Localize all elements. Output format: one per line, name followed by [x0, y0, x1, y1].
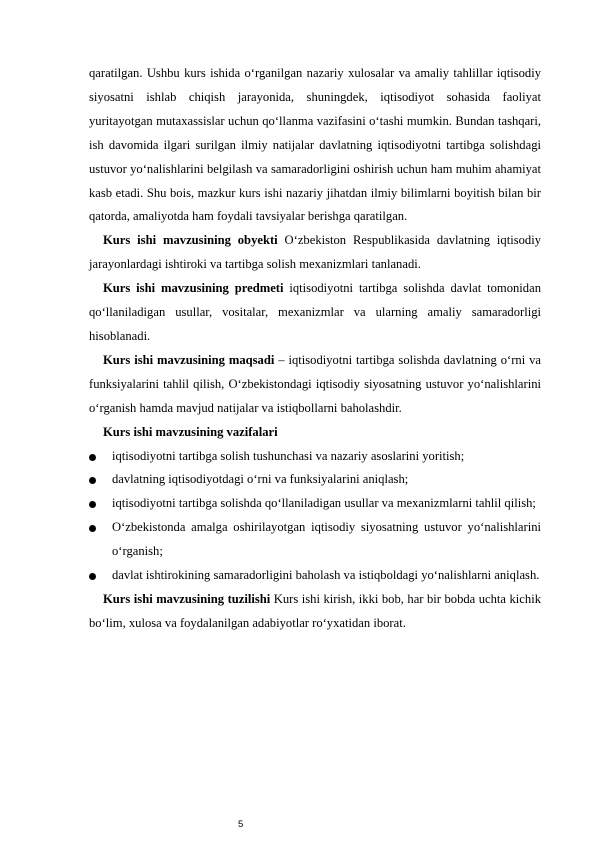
list-item	[89, 492, 541, 516]
structure-label: Kurs ishi mavzusining tuzilishi	[103, 591, 271, 606]
structure-paragraph	[89, 588, 541, 636]
subject-text: iqtisodiyotni tartibga solishda davlat tomonidan qo‘llaniladigan usullar, vositalar, mexanizmlar va ularning amaliy samaradorligi hisoblanadi.	[89, 281, 541, 343]
list-item	[89, 564, 541, 588]
structure-text: Kurs ishi kirish, ikki bob, har bir bobda uchta kichik bo‘lim, xulosa va foydalanilgan adabiyotlar ro‘yxatidan iborat.	[89, 591, 541, 630]
subject-paragraph	[89, 277, 541, 349]
tasks-heading: Kurs ishi mavzusining vazifalari	[103, 424, 278, 439]
goal-label: Kurs ishi mavzusining maqsadi	[103, 352, 275, 367]
bullet-icon	[89, 573, 96, 580]
list-item-text: davlat ishtirokining samaradorligini baholash va istiqboldagi yo‘nalishlarni aniqlash.	[112, 568, 540, 583]
intro-paragraph: qaratilgan. Ushbu kurs ishida o‘rganilgan nazariy xulosalar va amaliy tahlillar iqtisodiy siyosatni ishlab chiqish jarayonida, shuningdek, iqtisodiyot sohasida faoliyat yuritayotgan mutaxassislar uchun qo‘llanma vazifasini o‘tashi mumkin. Bundan tashqari, ish davomida ilgari surilgan ilmiy natijalar davlatning iqtisodiyotni tartibga solishdagi ustuvor yo‘nalishlarini belgilash va samaradorligini oshirish uchun ham muhim ahamiyat kasb etadi. Shu bois, mazkur kurs ishi nazariy jihatdan ilmiy bilimlarni boyitish bilan bir qatorda, amaliyotda ham foydali tavsiyalar berishga qaratilgan.	[89, 66, 541, 224]
list-item-text: iqtisodiyotni tartibga solishda qo‘llaniladigan usullar va mexanizmlarni tahlil qilish;	[112, 496, 536, 511]
bullet-icon	[89, 525, 96, 532]
list-item	[89, 468, 541, 492]
subject-label: Kurs ishi mavzusining predmeti	[103, 281, 284, 296]
list-item-text: iqtisodiyotni tartibga solish tushunchasi va nazariy asoslarini yoritish;	[112, 448, 465, 463]
list-item	[89, 516, 541, 564]
bullet-icon	[89, 454, 96, 461]
page-number: 5	[238, 819, 244, 830]
list-item-text: davlatning iqtisodiyotdagi o‘rni va funksiyalarini aniqlash;	[112, 472, 409, 487]
goal-text: – iqtisodiyotni tartibga solishda davlatning o‘rni va funksiyalarini tahlil qilish, O‘zbekistondagi iqtisodiy siyosatning ustuvor yo‘nalishlarini o‘rganish hamda mavjud natijalar va istiqbollarni baholashdir.	[89, 352, 541, 415]
list-item-text: O‘zbekistonda amalga oshirilayotgan iqtisodiy siyosatning ustuvor yo‘nalishlarini o‘rganish;	[112, 520, 541, 559]
goal-paragraph	[89, 349, 541, 421]
object-paragraph	[89, 229, 541, 277]
page-content	[89, 62, 541, 636]
bullet-icon	[89, 501, 96, 508]
tasks-list	[89, 445, 541, 588]
bullet-icon	[89, 477, 96, 484]
object-text: O‘zbekiston Respublikasida davlatning iqtisodiy jarayonlardagi ishtiroki va tartibga solish mexanizmlari tanlanadi.	[89, 233, 541, 272]
object-label: Kurs ishi mavzusining obyekti	[103, 233, 278, 248]
list-item	[89, 445, 541, 469]
